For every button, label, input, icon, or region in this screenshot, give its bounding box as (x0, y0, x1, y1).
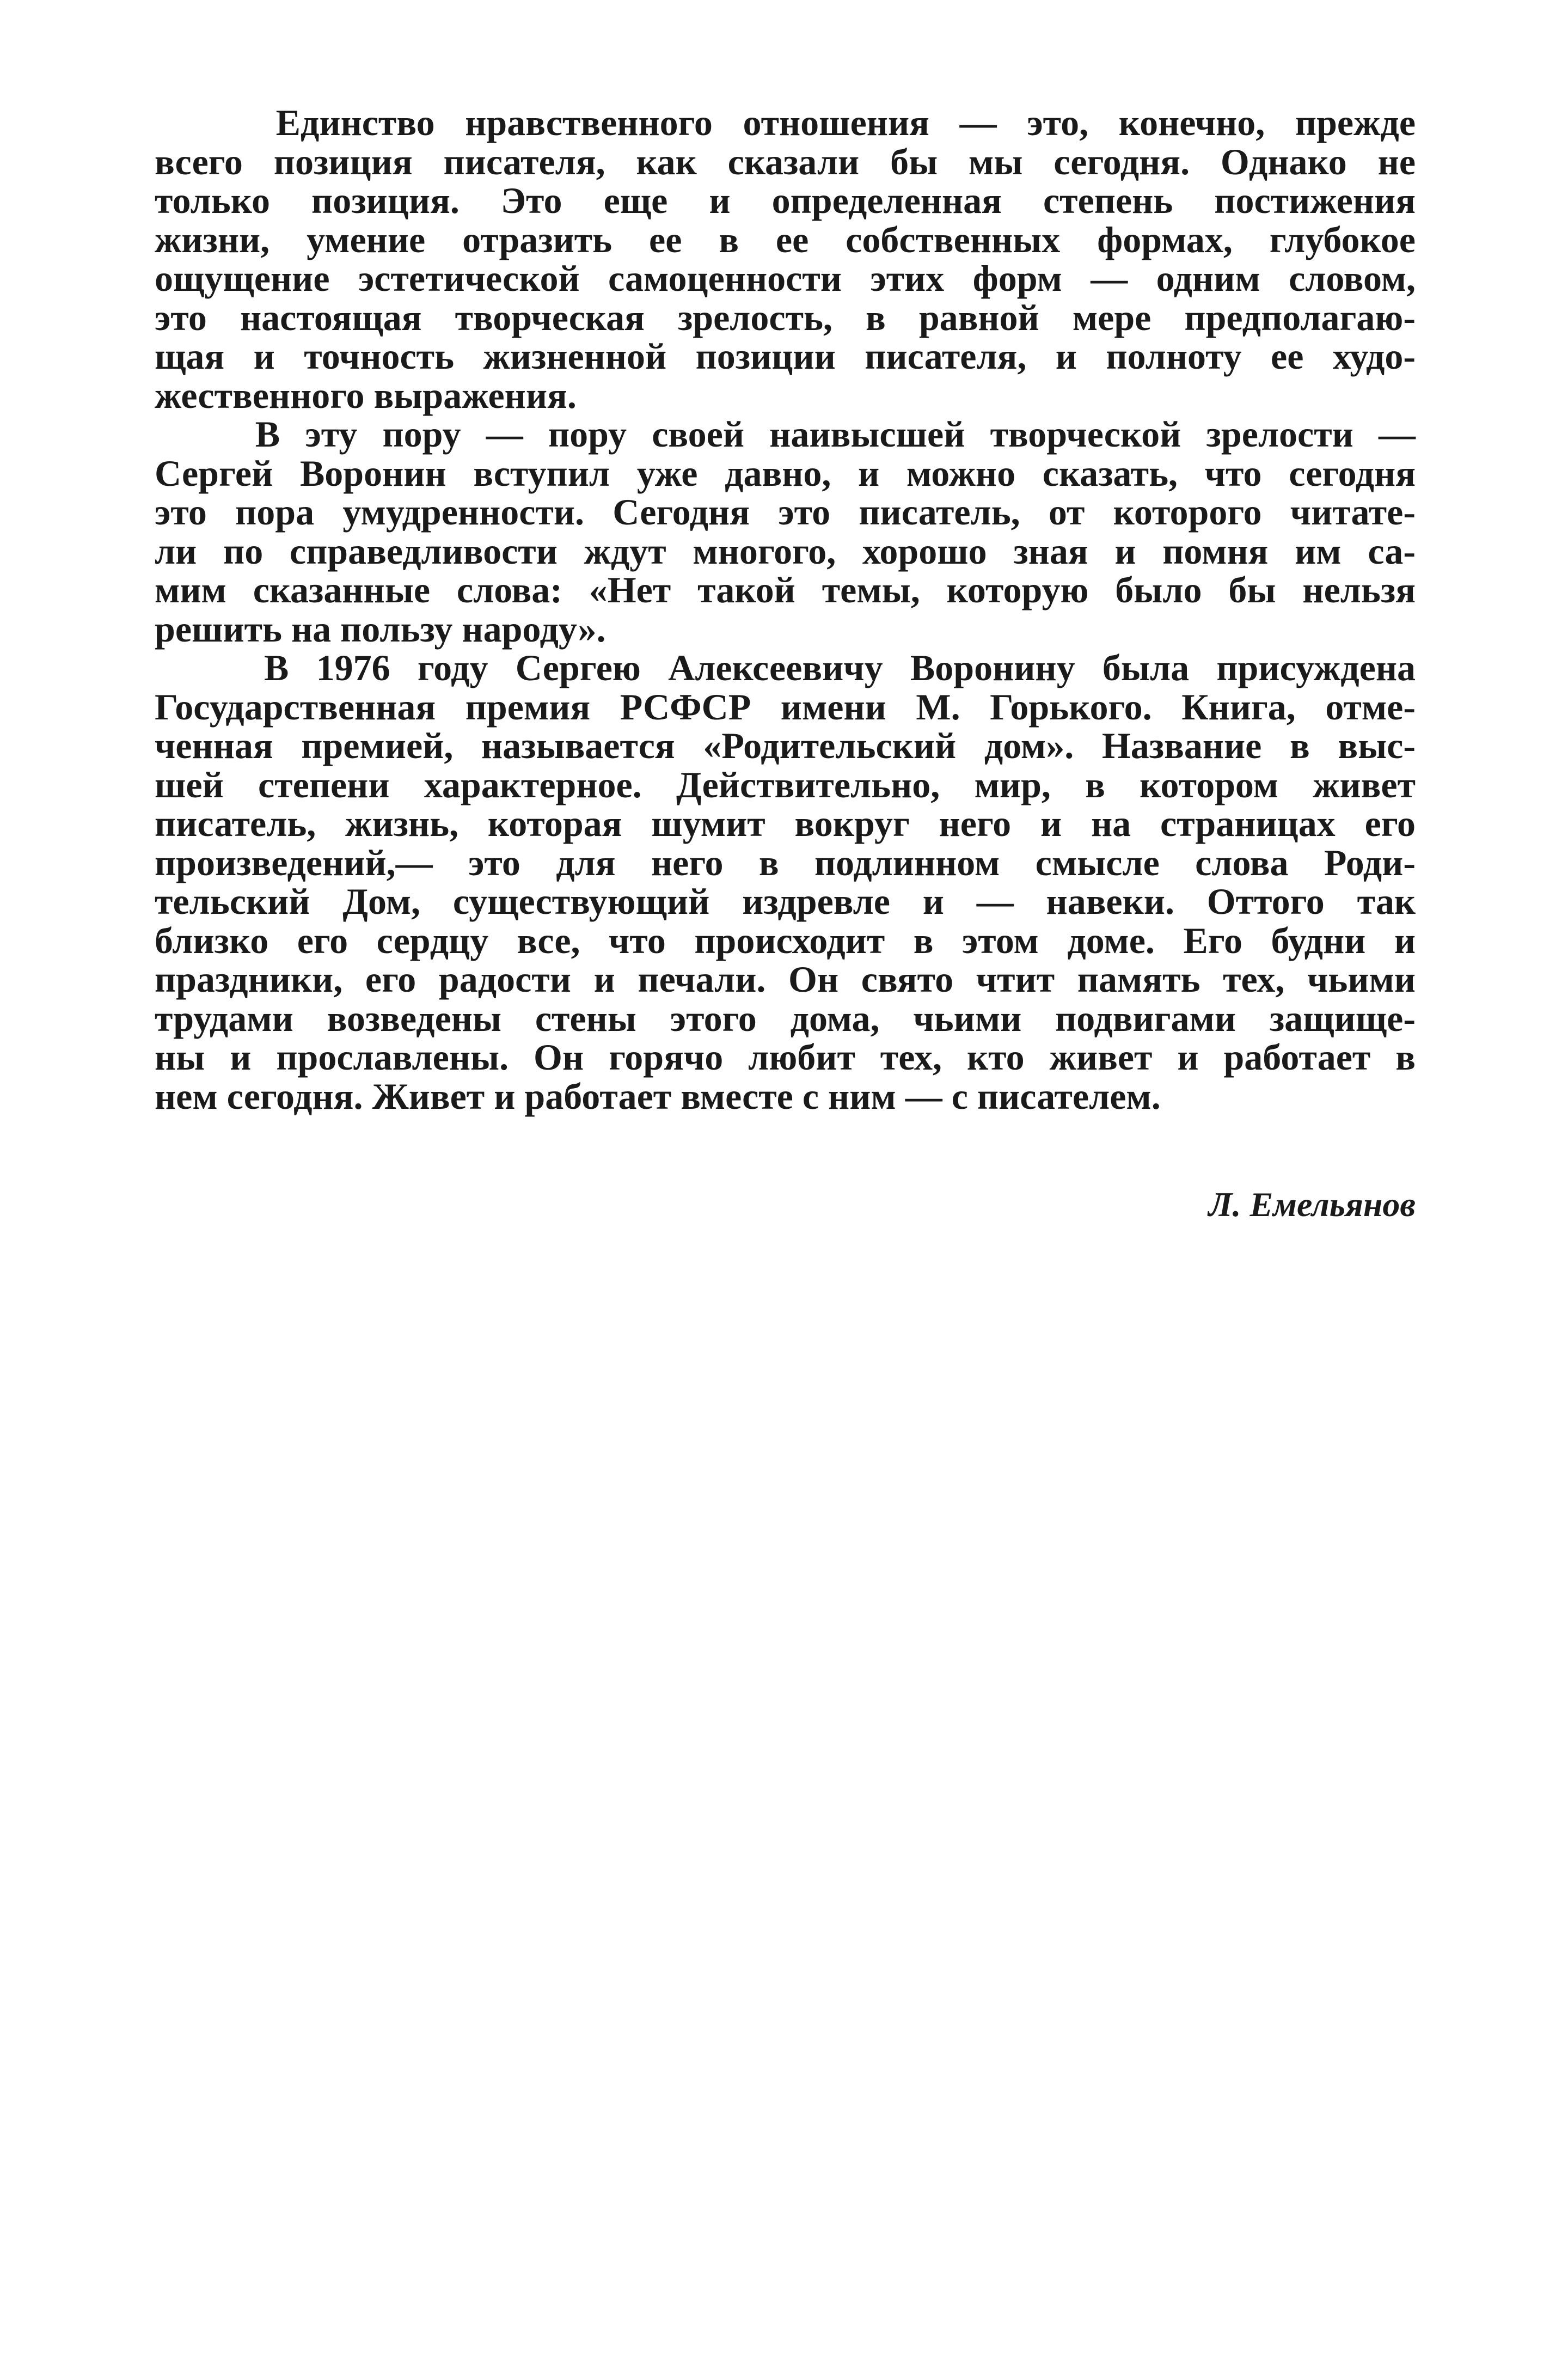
text-line: щая и точность жизненной позиции писателя, и полноту ее худо- (155, 335, 1416, 377)
text-line: ли по справедливости ждут многого, хорошо зная и помня им са- (155, 530, 1416, 572)
text-line: тельский Дом, существующий издревле и — навеки. Оттого так (155, 881, 1416, 922)
text-line: всего позиция писателя, как сказали бы мы сегодня. Однако не (155, 141, 1416, 182)
text-line: ны и прославлены. Он горячо любит тех, кто живет и работает в (155, 1036, 1416, 1078)
text-line: решить на пользу народу». (155, 608, 606, 650)
text-line: жественного выражения. (155, 374, 577, 416)
text-line: Сергей Воронин вступил уже давно, и можно сказать, что сегодня (155, 452, 1416, 494)
text-line: жизни, умение отразить ее в ее собственных формах, глубокое (155, 218, 1416, 260)
text-line: близко его сердцу все, что происходит в этом доме. Его будни и (155, 919, 1416, 961)
text-line: это настоящая творческая зрелость, в равной мере предполагаю- (155, 296, 1416, 338)
paragraph (155, 415, 1416, 649)
paragraph (155, 649, 1416, 1116)
text-line: мим сказанные слова: «Нет такой темы, которую было бы нельзя (155, 569, 1416, 610)
text-line: нем сегодня. Живет и работает вместе с ним — с писателем. (155, 1075, 1161, 1117)
text-line: ченная премией, называется «Родительский дом». Название в выс- (155, 725, 1416, 766)
text-line: это пора умудренности. Сегодня это писатель, от которого читате- (155, 491, 1416, 533)
text-line: Государственная премия РСФСР имени М. Горького. Книга, отме- (155, 686, 1416, 728)
text-line: В эту пору — пору своей наивысшей творческой зрелости — (155, 413, 1416, 455)
text-line: только позиция. Это еще и определенная степень постижения (155, 180, 1416, 221)
text-line: шей степени характерное. Действительно, мир, в котором живет (155, 764, 1416, 805)
paragraph (155, 103, 1416, 415)
text-line: ощущение эстетической самоценности этих форм — одним словом, (155, 258, 1416, 299)
text-line: праздники, его радости и печали. Он свято чтит память тех, чьими (155, 958, 1416, 1000)
text-line: произведений,— это для него в подлинном смысле слова Роди- (155, 841, 1416, 883)
text-line: трудами возведены стены этого дома, чьими подвигами защище- (155, 997, 1416, 1039)
text-line: писатель, жизнь, которая шумит вокруг него и на страницах его (155, 803, 1416, 844)
article-body (155, 103, 1416, 1116)
text-line: В 1976 году Сергею Алексеевичу Воронину была присуждена (155, 647, 1416, 688)
text-line: Единство нравственного отношения — это, конечно, прежде (155, 102, 1416, 143)
author-signature: Л. Емельянов (1208, 1185, 1416, 1224)
